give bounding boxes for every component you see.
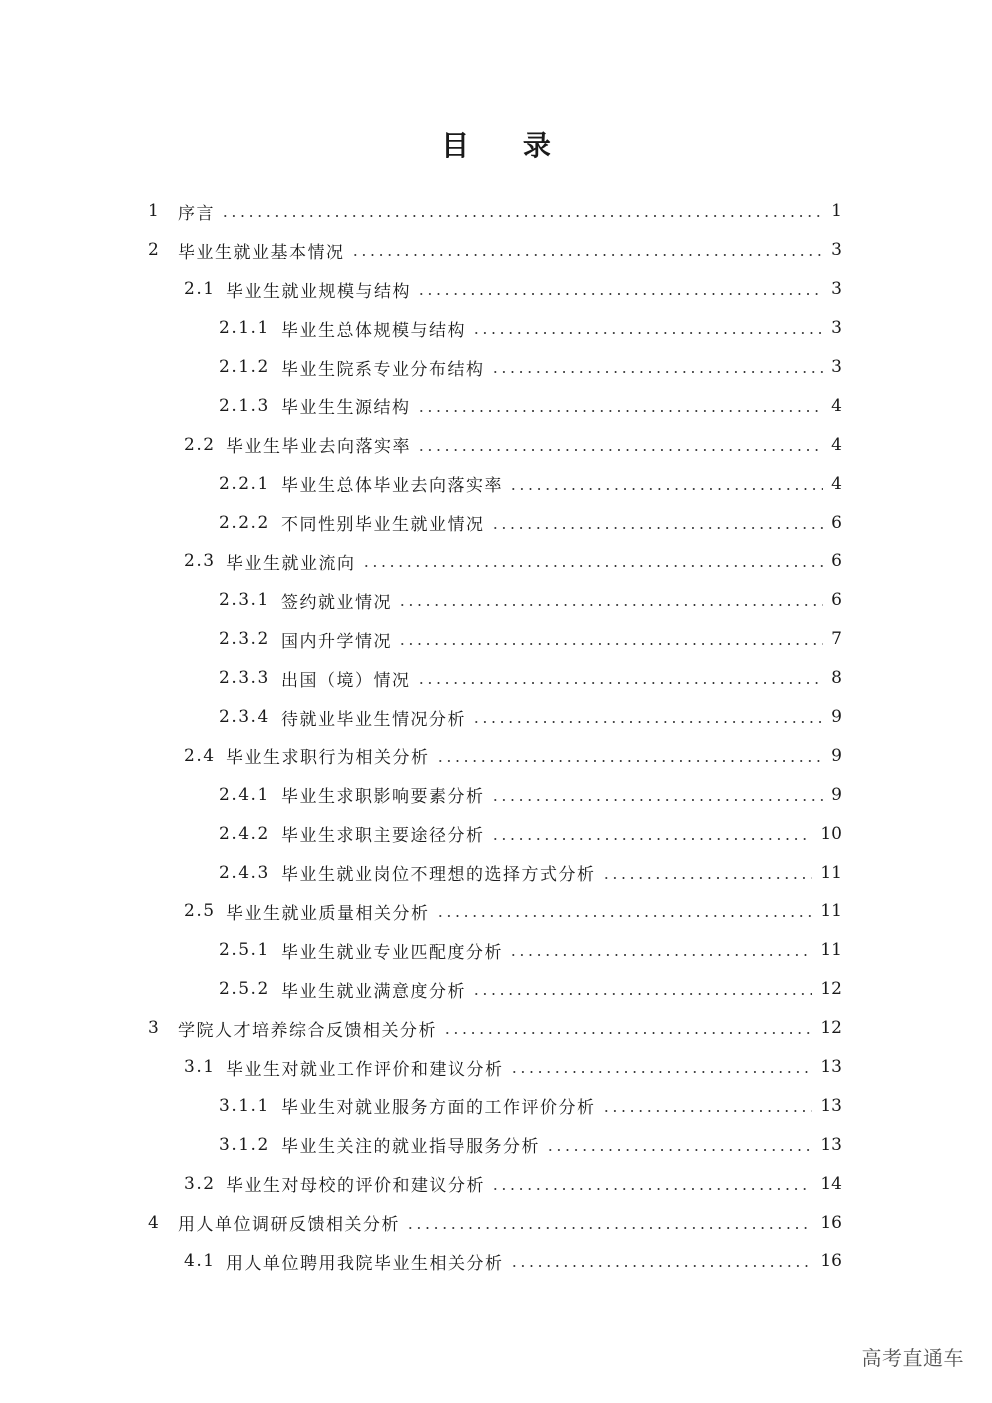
toc-entry[interactable] (0, 620, 992, 659)
toc-entry-title: 国内升学情况 (281, 631, 392, 652)
toc-entry[interactable] (0, 309, 992, 348)
toc-dot-leader (351, 254, 824, 256)
toc-entry-title: 毕业生就业质量相关分析 (226, 903, 430, 924)
toc-entry-number: 3.1.2 (219, 1134, 270, 1155)
toc-entry-title: 学院人才培养综合反馈相关分析 (178, 1020, 437, 1041)
toc-entry-number: 2.5 (184, 901, 216, 922)
toc-entry-page-number: 11 (820, 940, 842, 961)
toc-entry[interactable] (0, 775, 992, 814)
toc-dot-leader (602, 877, 813, 879)
toc-dot-leader (406, 1227, 812, 1229)
toc-entry-page-number: 1 (831, 201, 842, 222)
toc-entry[interactable] (0, 892, 992, 931)
toc-entry-title: 毕业生就业规模与结构 (226, 281, 411, 302)
toc-entry-title: 用人单位调研反馈相关分析 (178, 1215, 400, 1236)
toc-entry[interactable] (0, 581, 992, 620)
toc-entry-page-number: 3 (831, 240, 842, 261)
toc-entry[interactable] (0, 931, 992, 970)
toc-dot-leader (510, 1265, 813, 1267)
toc-entry-title: 毕业生求职主要途径分析 (281, 826, 485, 847)
toc-entry-page-number: 10 (820, 823, 842, 844)
toc-entry-page-number: 11 (820, 901, 842, 922)
toc-entry-title: 序言 (178, 203, 215, 224)
toc-entry[interactable] (0, 698, 992, 737)
toc-dot-leader (417, 410, 824, 412)
toc-dot-leader (417, 449, 823, 451)
page-title: 目 录 (441, 129, 573, 162)
toc-entry-title: 毕业生就业专业匹配度分析 (281, 942, 503, 963)
toc-entry-number: 2.3.2 (219, 629, 270, 650)
toc-entry[interactable] (0, 853, 992, 892)
toc-entry[interactable] (0, 1242, 992, 1281)
toc-dot-leader (398, 643, 823, 645)
toc-entry-number: 3.1 (184, 1057, 216, 1078)
watermark-text: 高考直通车 (861, 1346, 964, 1370)
toc-entry[interactable] (0, 270, 992, 309)
toc-entry-page-number: 3 (831, 318, 842, 339)
toc-entry-title: 毕业生对就业服务方面的工作评价分析 (281, 1098, 596, 1119)
toc-entry-title: 毕业生求职行为相关分析 (226, 748, 430, 769)
toc-entry-title: 出国（境）情况 (281, 670, 411, 691)
toc-entry-title: 签约就业情况 (281, 592, 392, 613)
toc-entry[interactable] (0, 425, 992, 464)
toc-dot-leader (509, 488, 823, 490)
toc-entry-number: 2.2.2 (219, 512, 270, 533)
toc-dot-leader (221, 215, 823, 217)
toc-entry-page-number: 13 (820, 1057, 842, 1078)
toc-entry[interactable] (0, 503, 992, 542)
toc-entry-title: 毕业生总体毕业去向落实率 (281, 476, 503, 497)
toc-entry[interactable] (0, 542, 992, 581)
toc-entry-title: 毕业生生源结构 (281, 398, 411, 419)
toc-entry-page-number: 4 (831, 395, 842, 416)
toc-dot-leader (491, 1188, 812, 1190)
toc-entry-page-number: 13 (820, 1095, 842, 1116)
toc-entry[interactable] (0, 736, 992, 775)
table-of-contents (0, 192, 992, 1281)
toc-entry-title: 毕业生对母校的评价和建议分析 (226, 1176, 485, 1197)
toc-entry-number: 2.1.2 (219, 357, 270, 377)
toc-entry-page-number: 3 (831, 279, 842, 300)
toc-entry-number: 2.3.1 (219, 590, 270, 611)
toc-entry-page-number: 9 (831, 707, 842, 728)
toc-entry-page-number: 3 (831, 357, 842, 377)
toc-dot-leader (602, 1110, 813, 1112)
toc-entry-title: 用人单位聘用我院毕业生相关分析 (226, 1253, 504, 1274)
toc-entry-page-number: 16 (820, 1212, 842, 1233)
toc-dot-leader (546, 1149, 812, 1151)
toc-entry-page-number: 8 (831, 668, 842, 689)
toc-entry-page-number: 11 (820, 862, 842, 883)
toc-entry[interactable] (0, 192, 992, 231)
toc-entry-number: 2.1.3 (219, 395, 270, 416)
toc-entry-number: 2.5.1 (219, 940, 270, 961)
toc-entry-number: 4 (148, 1212, 161, 1233)
toc-entry[interactable] (0, 1203, 992, 1242)
toc-entry-number: 2.3.4 (219, 707, 270, 728)
toc-dot-leader (491, 371, 824, 373)
toc-dot-leader (436, 760, 824, 762)
toc-entry-number: 3.2 (184, 1173, 216, 1194)
toc-entry-number: 2.3 (184, 551, 216, 572)
toc-entry[interactable] (0, 1009, 992, 1048)
toc-dot-leader (417, 682, 824, 684)
toc-entry-title: 毕业生毕业去向落实率 (226, 437, 411, 458)
toc-entry[interactable] (0, 348, 992, 387)
toc-dot-leader (510, 1071, 813, 1073)
toc-entry-title: 毕业生对就业工作评价和建议分析 (226, 1059, 504, 1080)
toc-entry-number: 2.4 (184, 745, 216, 766)
toc-entry-number: 2.1 (184, 279, 216, 300)
toc-entry-page-number: 9 (831, 784, 842, 805)
toc-entry[interactable] (0, 464, 992, 503)
toc-dot-leader (443, 1032, 812, 1034)
toc-dot-leader (417, 293, 823, 295)
toc-entry-title: 毕业生就业流向 (226, 553, 356, 574)
toc-entry-title: 待就业毕业生情况分析 (281, 709, 466, 730)
toc-entry[interactable] (0, 386, 992, 425)
toc-entry[interactable] (0, 659, 992, 698)
toc-entry-page-number: 6 (831, 512, 842, 533)
toc-entry-number: 2.2 (184, 434, 216, 455)
toc-entry-number: 2.1.1 (219, 318, 270, 339)
toc-entry-title: 毕业生就业岗位不理想的选择方式分析 (281, 865, 596, 886)
toc-entry-title: 不同性别毕业生就业情况 (281, 515, 485, 536)
toc-entry-number: 3 (148, 1018, 161, 1039)
toc-entry-number: 2.4.2 (219, 823, 270, 844)
toc-entry-number: 2.5.2 (219, 979, 270, 1000)
toc-entry-page-number: 9 (831, 745, 842, 766)
toc-dot-leader (491, 838, 813, 840)
toc-entry-number: 2 (148, 240, 161, 261)
toc-entry-title: 毕业生院系专业分布结构 (281, 359, 485, 380)
toc-entry[interactable] (0, 970, 992, 1009)
toc-dot-leader (491, 527, 824, 529)
toc-entry-page-number: 7 (831, 629, 842, 650)
toc-entry-number: 2.4.3 (219, 862, 270, 883)
toc-entry-page-number: 13 (820, 1134, 842, 1155)
toc-entry-page-number: 4 (831, 473, 842, 494)
toc-entry-page-number: 6 (831, 590, 842, 611)
toc-dot-leader (491, 799, 824, 801)
toc-entry-page-number: 6 (831, 551, 842, 572)
toc-dot-leader (398, 604, 823, 606)
toc-entry-page-number: 14 (820, 1173, 842, 1194)
toc-entry-number: 2.4.1 (219, 784, 270, 805)
toc-dot-leader (436, 915, 813, 917)
toc-dot-leader (362, 565, 824, 567)
toc-entry-title: 毕业生就业基本情况 (178, 242, 345, 263)
toc-entry-title: 毕业生总体规模与结构 (281, 320, 466, 341)
toc-entry-number: 3.1.1 (219, 1095, 270, 1116)
toc-entry-title: 毕业生就业满意度分析 (281, 981, 466, 1002)
toc-entry[interactable] (0, 1164, 992, 1203)
toc-entry-number: 4.1 (184, 1251, 216, 1272)
toc-dot-leader (509, 954, 812, 956)
toc-entry[interactable] (0, 1048, 992, 1087)
toc-entry-page-number: 12 (820, 979, 842, 1000)
toc-entry[interactable] (0, 1125, 992, 1164)
toc-entry-number: 1 (148, 201, 161, 222)
toc-entry[interactable] (0, 814, 992, 853)
toc-entry-number: 2.2.1 (219, 473, 270, 494)
toc-entry-page-number: 16 (820, 1251, 842, 1272)
toc-entry[interactable] (0, 1086, 992, 1125)
toc-entry-title: 毕业生关注的就业指导服务分析 (281, 1137, 540, 1158)
toc-entry-page-number: 4 (831, 434, 842, 455)
toc-entry-number: 2.3.3 (219, 668, 270, 689)
toc-entry-page-number: 12 (820, 1018, 842, 1039)
toc-dot-leader (472, 721, 823, 723)
toc-dot-leader (472, 332, 823, 334)
toc-dot-leader (472, 993, 812, 995)
toc-entry[interactable] (0, 231, 992, 270)
toc-entry-title: 毕业生求职影响要素分析 (281, 787, 485, 808)
